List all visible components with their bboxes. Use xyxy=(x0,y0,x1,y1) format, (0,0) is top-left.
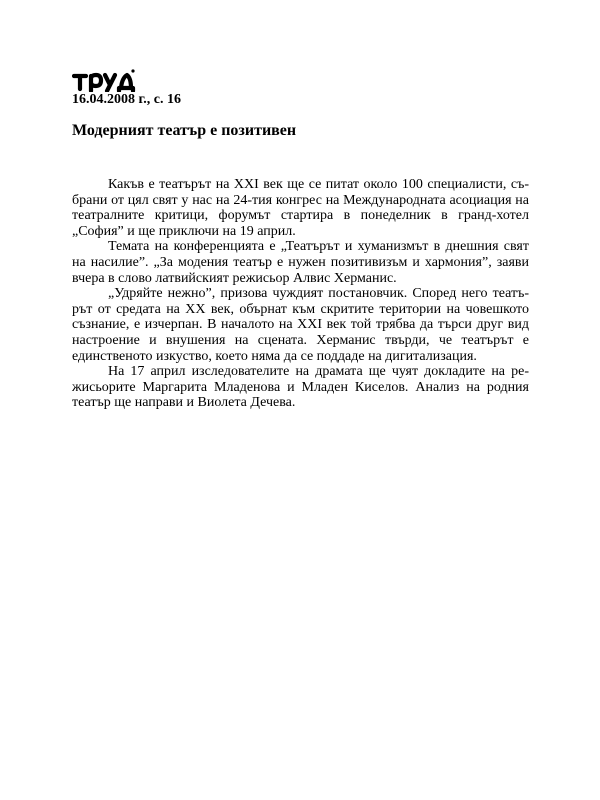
article-paragraph: На 17 април изследователите на драмата ще чуят докладите на режисьорите Маргарита Младенова и Младен Киселов. Анализ на родния театър ще направи и Виолета Дечева. xyxy=(72,364,529,411)
article-paragraph: „Удряйте нежно”, призова чуждият постановчик. Според него театърът от средата на XX век, обърнат към скритите територии на човешкото съзнание, е изчерпан. В началото на XXI век той трябва да търси друг вид настроение и внушения на сцената. Херманис твърди, че театърът е единственото изкуство, което няма да се поддаде на дигитализация. xyxy=(72,286,529,364)
article-paragraph: Какъв е театърът на XXI век ще се питат около 100 специалисти, събрани от цял свят у нас на 24-тия конгрес на Международната асоциация на театралните критици, форумът стартира в понеделник в гранд-хотел „София” и ще приключи на 19 април. xyxy=(72,177,529,239)
article-body xyxy=(72,177,529,411)
newspaper-logo xyxy=(72,66,136,92)
publication-date: 16.04.2008 г., с. 16 xyxy=(72,92,181,107)
article-paragraph: Темата на конференцията е „Театърът и хуманизмът в днешния свят на насилие”. „За модения театър е нужен позитивизъм и хармония”, заяви вчера в слово латвийският режисьор Алвис Херманис. xyxy=(72,239,529,286)
article-title: Модерният театър е позитивен xyxy=(72,122,297,139)
trud-logo-icon xyxy=(72,66,136,92)
